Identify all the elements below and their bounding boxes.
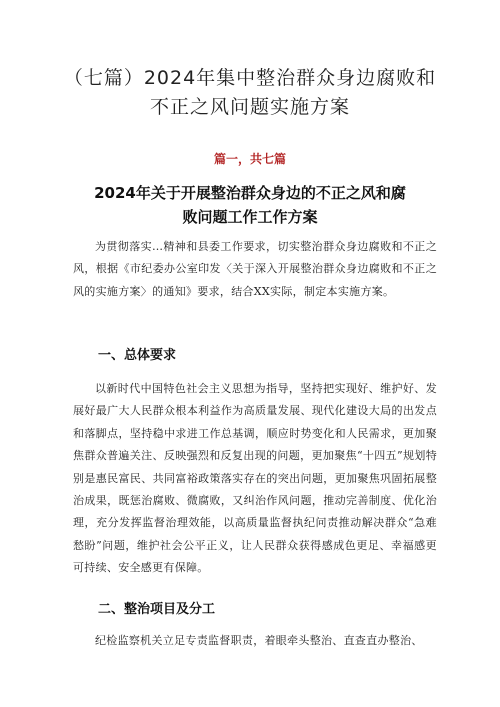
projects-paragraph: 纪检监察机关立足专责监督职责，着眼牵头整治、直查直办整治、 bbox=[95, 634, 423, 647]
document-title-line-1: （七篇）2024年集中整治群众身边腐败和 bbox=[63, 67, 437, 89]
heading-projects-and-division: 二、整治项目及分工 bbox=[98, 602, 216, 617]
section-title-line-2: 败问题工作工作方案 bbox=[182, 208, 318, 226]
section-label: 篇一，共七篇 bbox=[213, 152, 286, 166]
document-title-line-2: 不正之风问题实施方案 bbox=[149, 96, 350, 118]
section-title-line-1: 2024年关于开展整治群众身边的不正之风和腐 bbox=[94, 184, 406, 202]
heading-overall-requirements: 一、总体要求 bbox=[98, 348, 177, 363]
overall-requirements-paragraph: 以新时代中国特色社会主义思想为指导，坚持把实现好、维护好、发展好最广大人民群众根本利益作为高质量发展、现代化建设大局的出发点和落脚点，坚持稳中求进工作总基调，顺应时势变化和人民需求，更加聚焦群众普遍关注、反映强烈和反复出现的问题，更加聚焦“十四五”规划特别是惠民富民、共同富裕政策落实存在的突出问题，更加聚焦巩固拓展整治成果，既惩治腐败、微腐败，又纠治作风问题，推动完善制度、优化治理，充分发挥监督治理效能，以高质量监督执纪问责推动解决群众“急难愁盼”问题，维护社会公平正义，让人民群众获得感成色更足、幸福感更可持续、安全感更有保障。 bbox=[73, 382, 437, 575]
intro-paragraph: 为贯彻落实…精神和县委工作要求，切实整治群众身边腐败和不正之风，根据《市纪委办公室印发〈关于深入开展整治群众身边腐败和不正之风的实施方案〉的通知》要求，结合XX实际，制定本实施方案。 bbox=[73, 240, 437, 298]
